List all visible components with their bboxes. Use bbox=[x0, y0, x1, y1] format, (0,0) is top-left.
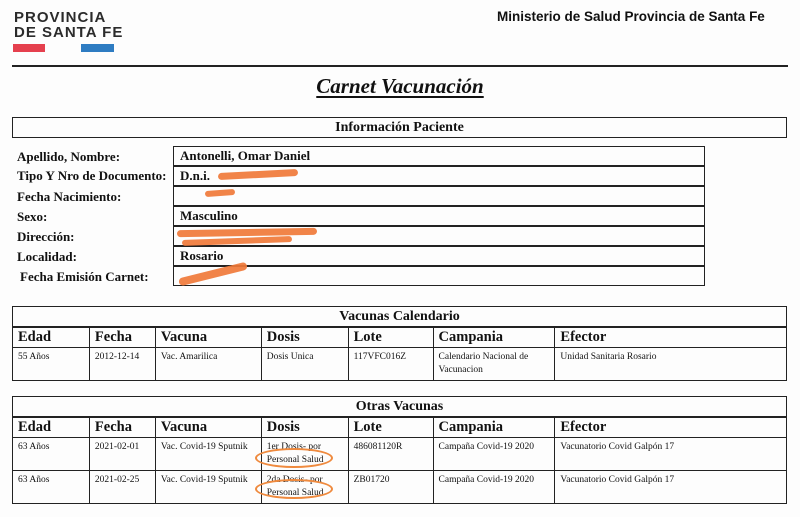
cell-fecha: 2021-02-01 bbox=[89, 438, 155, 471]
cell-edad: 63 Años bbox=[13, 438, 90, 471]
highlight-circle bbox=[255, 479, 333, 499]
page-title-text: Carnet Vacunación bbox=[316, 74, 484, 98]
column-header-lote: Lote bbox=[348, 328, 433, 348]
cell-vacuna: Vac. Covid-19 Sputnik bbox=[155, 471, 261, 504]
cell-dosis: Dosis Unica bbox=[261, 348, 348, 381]
table-header-row bbox=[13, 418, 787, 438]
patient-section-heading: Información Paciente bbox=[12, 117, 787, 138]
table-row bbox=[13, 348, 787, 381]
cell-lote: ZB01720 bbox=[348, 471, 433, 504]
logo-text-line2: DE SANTA FE bbox=[14, 24, 124, 41]
birth-date-label: Fecha Nacimiento: bbox=[17, 189, 122, 204]
cell-campania: Calendario Nacional de Vacunacion bbox=[433, 348, 555, 381]
cell-dosis: 1er Dosis- por Personal Salud bbox=[261, 438, 348, 471]
column-header-vacuna: Vacuna bbox=[155, 328, 261, 348]
column-header-dosis: Dosis bbox=[261, 328, 348, 348]
cell-efector: Vacunatorio Covid Galpón 17 bbox=[555, 471, 787, 504]
column-header-lote: Lote bbox=[348, 418, 433, 438]
cell-edad: 63 Años bbox=[13, 471, 90, 504]
other-vaccines-table bbox=[12, 417, 787, 504]
sex-label: Sexo: bbox=[17, 209, 48, 224]
ministry-name: Ministerio de Salud Provincia de Santa Fe bbox=[497, 9, 765, 24]
column-header-campania: Campania bbox=[433, 328, 555, 348]
header-divider bbox=[12, 65, 788, 67]
address-label: Dirección: bbox=[17, 229, 75, 244]
document-value: D.n.i. bbox=[173, 166, 705, 186]
column-header-campania: Campania bbox=[433, 418, 555, 438]
cell-dosis: 2da Dosis- por Personal Salud bbox=[261, 471, 348, 504]
issue-date-label: Fecha Emisión Carnet: bbox=[20, 269, 149, 284]
column-header-edad: Edad bbox=[13, 328, 90, 348]
cell-lote: 117VFC016Z bbox=[348, 348, 433, 381]
logo-blue-bar bbox=[81, 44, 114, 52]
cell-fecha: 2021-02-25 bbox=[89, 471, 155, 504]
cell-lote: 486081120R bbox=[348, 438, 433, 471]
column-header-fecha: Fecha bbox=[89, 418, 155, 438]
city-value: Rosario bbox=[173, 246, 705, 266]
cell-vacuna: Vac. Covid-19 Sputnik bbox=[155, 438, 261, 471]
patient-name-value: Antonelli, Omar Daniel bbox=[173, 146, 705, 166]
column-header-dosis: Dosis bbox=[261, 418, 348, 438]
cell-campania: Campaña Covid-19 2020 bbox=[433, 438, 555, 471]
column-header-efector: Efector bbox=[555, 418, 787, 438]
highlight-circle bbox=[255, 448, 333, 468]
patient-name-label: Apellido, Nombre: bbox=[17, 149, 121, 164]
table-row bbox=[13, 471, 787, 504]
cell-efector: Unidad Sanitaria Rosario bbox=[555, 348, 787, 381]
cell-vacuna: Vac. Amarilica bbox=[155, 348, 261, 381]
birth-date-value bbox=[173, 186, 705, 206]
table-header-row bbox=[13, 328, 787, 348]
column-header-edad: Edad bbox=[13, 418, 90, 438]
province-logo bbox=[14, 10, 123, 40]
logo-text-line1: PROVINCIA bbox=[14, 9, 107, 26]
cell-fecha: 2012-12-14 bbox=[89, 348, 155, 381]
column-header-vacuna: Vacuna bbox=[155, 418, 261, 438]
sex-value: Masculino bbox=[173, 206, 705, 226]
cell-efector: Vacunatorio Covid Galpón 17 bbox=[555, 438, 787, 471]
page-title bbox=[0, 74, 800, 99]
logo-red-bar bbox=[13, 44, 45, 52]
city-label: Localidad: bbox=[17, 249, 77, 264]
calendar-section-heading: Vacunas Calendario bbox=[12, 306, 787, 327]
table-row bbox=[13, 438, 787, 471]
column-header-fecha: Fecha bbox=[89, 328, 155, 348]
other-vaccines-section-heading: Otras Vacunas bbox=[12, 396, 787, 417]
calendar-vaccines-table bbox=[12, 327, 787, 381]
document-label: Tipo Y Nro de Documento: bbox=[17, 168, 167, 183]
cell-edad: 55 Años bbox=[13, 348, 90, 381]
issue-date-value bbox=[173, 266, 705, 286]
column-header-efector: Efector bbox=[555, 328, 787, 348]
logo-color-bars bbox=[13, 44, 115, 52]
cell-campania: Campaña Covid-19 2020 bbox=[433, 471, 555, 504]
